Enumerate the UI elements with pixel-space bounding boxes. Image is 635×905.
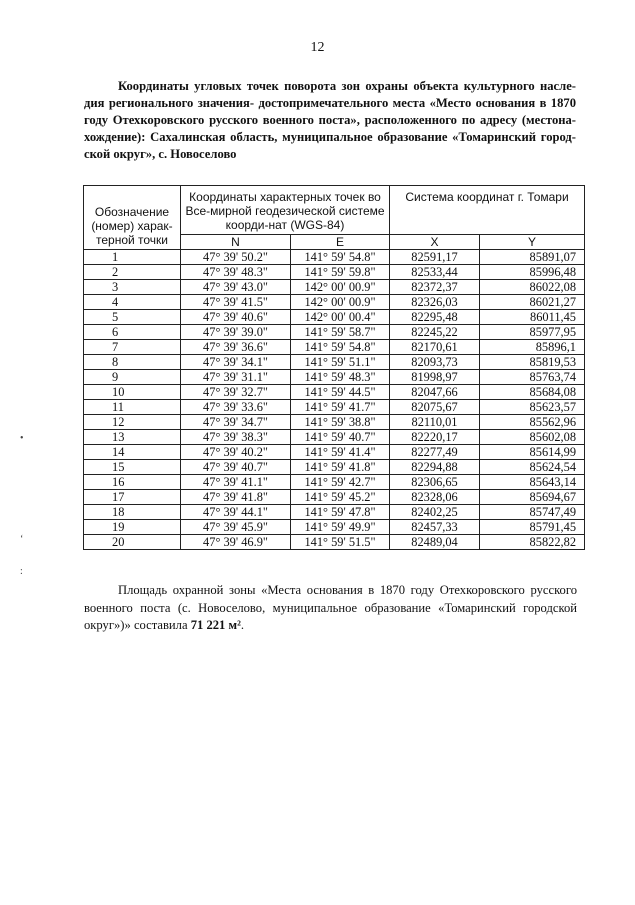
cell-longitude: 141° 59' 42.7" bbox=[291, 475, 390, 490]
page-number: 12 bbox=[310, 40, 325, 55]
cell-y: 85643,14 bbox=[480, 475, 585, 490]
cell-longitude: 141° 59' 45.2" bbox=[291, 490, 390, 505]
table-row bbox=[84, 475, 585, 490]
cell-latitude: 47° 39' 38.3" bbox=[181, 430, 291, 445]
cell-longitude: 141° 59' 38.8" bbox=[291, 415, 390, 430]
cell-longitude: 142° 00' 00.9" bbox=[291, 280, 390, 295]
cell-point-number: 1 bbox=[84, 250, 181, 265]
cell-point-number: 7 bbox=[84, 340, 181, 355]
table-row bbox=[84, 430, 585, 445]
table-row bbox=[84, 370, 585, 385]
cell-longitude: 141° 59' 59.8" bbox=[291, 265, 390, 280]
cell-x: 82110,01 bbox=[390, 415, 480, 430]
table-row bbox=[84, 355, 585, 370]
cell-x: 82457,33 bbox=[390, 520, 480, 535]
cell-latitude: 47° 39' 45.9" bbox=[181, 520, 291, 535]
cell-latitude: 47° 39' 34.1" bbox=[181, 355, 291, 370]
cell-latitude: 47° 39' 33.6" bbox=[181, 400, 291, 415]
cell-point-number: 12 bbox=[84, 415, 181, 430]
cell-x: 82170,61 bbox=[390, 340, 480, 355]
cell-longitude: 141° 59' 49.9" bbox=[291, 520, 390, 535]
cell-y: 85684,08 bbox=[480, 385, 585, 400]
table-row bbox=[84, 340, 585, 355]
cell-longitude: 141° 59' 51.5" bbox=[291, 535, 390, 550]
table-row bbox=[84, 415, 585, 430]
table-row bbox=[84, 520, 585, 535]
cell-x: 82075,67 bbox=[390, 400, 480, 415]
cell-y: 85614,99 bbox=[480, 445, 585, 460]
table-row bbox=[84, 310, 585, 325]
cell-point-number: 9 bbox=[84, 370, 181, 385]
cell-latitude: 47° 39' 40.6" bbox=[181, 310, 291, 325]
cell-longitude: 141° 59' 48.3" bbox=[291, 370, 390, 385]
cell-point-number: 8 bbox=[84, 355, 181, 370]
table-row bbox=[84, 250, 585, 265]
cell-point-number: 20 bbox=[84, 535, 181, 550]
cell-longitude: 141° 59' 54.8" bbox=[291, 250, 390, 265]
cell-y: 85819,53 bbox=[480, 355, 585, 370]
cell-longitude: 141° 59' 41.8" bbox=[291, 460, 390, 475]
cell-x: 82047,66 bbox=[390, 385, 480, 400]
cell-y: 85602,08 bbox=[480, 430, 585, 445]
cell-latitude: 47° 39' 50.2" bbox=[181, 250, 291, 265]
cell-longitude: 141° 59' 58.7" bbox=[291, 325, 390, 340]
cell-point-number: 18 bbox=[84, 505, 181, 520]
cell-point-number: 13 bbox=[84, 430, 181, 445]
cell-y: 85763,74 bbox=[480, 370, 585, 385]
cell-longitude: 141° 59' 41.4" bbox=[291, 445, 390, 460]
cell-y: 85791,45 bbox=[480, 520, 585, 535]
table-row bbox=[84, 325, 585, 340]
cell-x: 82220,17 bbox=[390, 430, 480, 445]
cell-y: 85822,82 bbox=[480, 535, 585, 550]
table-body bbox=[84, 250, 585, 550]
cell-point-number: 2 bbox=[84, 265, 181, 280]
cell-latitude: 47° 39' 48.3" bbox=[181, 265, 291, 280]
cell-y: 85623,57 bbox=[480, 400, 585, 415]
cell-y: 85891,07 bbox=[480, 250, 585, 265]
cell-latitude: 47° 39' 46.9" bbox=[181, 535, 291, 550]
cell-longitude: 141° 59' 41.7" bbox=[291, 400, 390, 415]
cell-y: 85562,96 bbox=[480, 415, 585, 430]
cell-x: 82489,04 bbox=[390, 535, 480, 550]
header-wgs: Координаты характерных точек во Все-мирной геодезической системе коорди-нат (WGS-84) bbox=[181, 186, 390, 235]
cell-y: 86011,45 bbox=[480, 310, 585, 325]
cell-y: 85896,1 bbox=[480, 340, 585, 355]
cell-latitude: 47° 39' 44.1" bbox=[181, 505, 291, 520]
cell-latitude: 47° 39' 32.7" bbox=[181, 385, 291, 400]
area-statement-text: Площадь охранной зоны «Места основания в 1870 году Отехкоровского русского военного поста (с. Новоселово, муниципальное образование «Томаринский городской округ»)» составила bbox=[84, 583, 577, 632]
table-row bbox=[84, 265, 585, 280]
cell-latitude: 47° 39' 41.5" bbox=[181, 295, 291, 310]
document-heading: Координаты угловых точек поворота зон охраны объекта культурного насле-дия регионального значения- достопримечательного места «Место основания в 1870 году Отехкоровского русского военного поста», расположенного по адресу (местона-хождение): Сахалинская область, муниципальное образование «Томаринский город-ской округ», с. Новоселово bbox=[84, 79, 576, 161]
area-statement-end: . bbox=[240, 618, 244, 632]
cell-longitude: 141° 59' 51.1" bbox=[291, 355, 390, 370]
cell-x: 82328,06 bbox=[390, 490, 480, 505]
header-n: N bbox=[181, 235, 291, 250]
header-e: E bbox=[291, 235, 390, 250]
cell-x: 82245,22 bbox=[390, 325, 480, 340]
cell-point-number: 5 bbox=[84, 310, 181, 325]
cell-point-number: 19 bbox=[84, 520, 181, 535]
cell-x: 82295,48 bbox=[390, 310, 480, 325]
table-row bbox=[84, 295, 585, 310]
cell-x: 81998,97 bbox=[390, 370, 480, 385]
cell-latitude: 47° 39' 41.1" bbox=[181, 475, 291, 490]
cell-y: 85694,67 bbox=[480, 490, 585, 505]
cell-longitude: 141° 59' 54.8" bbox=[291, 340, 390, 355]
area-value: 71 221 м² bbox=[190, 618, 241, 632]
cell-y: 86022,08 bbox=[480, 280, 585, 295]
cell-x: 82294,88 bbox=[390, 460, 480, 475]
cell-point-number: 15 bbox=[84, 460, 181, 475]
cell-y: 85747,49 bbox=[480, 505, 585, 520]
cell-y: 85624,54 bbox=[480, 460, 585, 475]
table-row bbox=[84, 535, 585, 550]
cell-longitude: 142° 00' 00.4" bbox=[291, 310, 390, 325]
area-statement bbox=[84, 582, 577, 635]
cell-y: 85996,48 bbox=[480, 265, 585, 280]
cell-x: 82533,44 bbox=[390, 265, 480, 280]
cell-point-number: 14 bbox=[84, 445, 181, 460]
cell-latitude: 47° 39' 41.8" bbox=[181, 490, 291, 505]
table-row bbox=[84, 490, 585, 505]
cell-point-number: 17 bbox=[84, 490, 181, 505]
cell-longitude: 141° 59' 47.8" bbox=[291, 505, 390, 520]
cell-x: 82402,25 bbox=[390, 505, 480, 520]
coordinates-table bbox=[83, 185, 585, 550]
cell-longitude: 142° 00' 00.9" bbox=[291, 295, 390, 310]
cell-longitude: 141° 59' 44.5" bbox=[291, 385, 390, 400]
cell-latitude: 47° 39' 40.7" bbox=[181, 460, 291, 475]
cell-x: 82326,03 bbox=[390, 295, 480, 310]
cell-x: 82277,49 bbox=[390, 445, 480, 460]
cell-latitude: 47° 39' 36.6" bbox=[181, 340, 291, 355]
cell-point-number: 3 bbox=[84, 280, 181, 295]
cell-x: 82306,65 bbox=[390, 475, 480, 490]
header-x: X bbox=[390, 235, 480, 250]
cell-y: 86021,27 bbox=[480, 295, 585, 310]
cell-y: 85977,95 bbox=[480, 325, 585, 340]
cell-latitude: 47° 39' 43.0" bbox=[181, 280, 291, 295]
cell-point-number: 16 bbox=[84, 475, 181, 490]
header-local-system: Система координат г. Томари bbox=[390, 186, 585, 235]
header-designation: Обозначение (номер) харак-терной точки bbox=[84, 186, 181, 250]
cell-longitude: 141° 59' 40.7" bbox=[291, 430, 390, 445]
cell-latitude: 47° 39' 39.0" bbox=[181, 325, 291, 340]
table-row bbox=[84, 385, 585, 400]
cell-latitude: 47° 39' 40.2" bbox=[181, 445, 291, 460]
cell-x: 82372,37 bbox=[390, 280, 480, 295]
header-y: Y bbox=[480, 235, 585, 250]
cell-point-number: 6 bbox=[84, 325, 181, 340]
cell-point-number: 4 bbox=[84, 295, 181, 310]
cell-point-number: 10 bbox=[84, 385, 181, 400]
table-row bbox=[84, 445, 585, 460]
table-row bbox=[84, 400, 585, 415]
cell-latitude: 47° 39' 34.7" bbox=[181, 415, 291, 430]
cell-point-number: 11 bbox=[84, 400, 181, 415]
table-row bbox=[84, 280, 585, 295]
table-row bbox=[84, 505, 585, 520]
margin-mark: • bbox=[20, 433, 24, 444]
table-row bbox=[84, 460, 585, 475]
cell-x: 82591,17 bbox=[390, 250, 480, 265]
margin-mark: : bbox=[20, 566, 23, 577]
cell-latitude: 47° 39' 31.1" bbox=[181, 370, 291, 385]
margin-mark: ‘ bbox=[20, 534, 24, 545]
cell-x: 82093,73 bbox=[390, 355, 480, 370]
